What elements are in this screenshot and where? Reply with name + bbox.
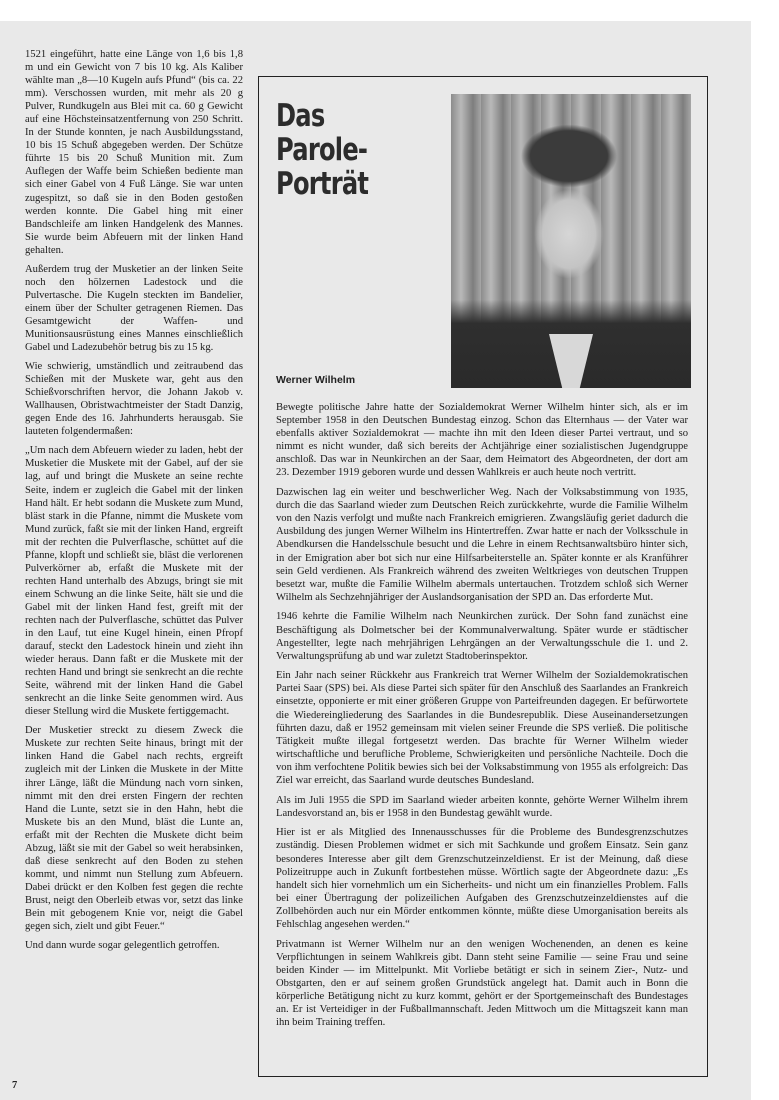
magazine-page xyxy=(0,21,751,1100)
paragraph: Außerdem trug der Musketier an der linken Seite noch den hölzernen Ladestock und die Pulvertasche. Die Kugeln steckten im Bandelier, einem über der Schulter getragenen Riemen. Das Gesamtgewicht der Waffen- und Munitionsausrüstung eines Mannes einschließlich Gabel und Ladezubehör betrug bis zu 15 kg. xyxy=(25,263,243,354)
paragraph: Der Musketier streckt zu diesem Zweck die Muskete zur rechten Seite hinaus, bringt mit der linken Hand die Gabel nach rechts, ergreift zugleich mit der Linken die Muskete in der Mitte ihrer Länge, läßt die Mündung nach vorn sinken, nimmt mit den drei ersten Fingern der rechten Hand die Lunte, setzt sie in den Hahn, hebt die Muskete bis an den Mund, bläst die Lunte an, erfaßt mit der Rechten die Muskete dicht beim Abzug, läßt sie mit der Gabel so weit herabsinken, daß diese senkrecht auf den Boden zu stehen kommt, und nimmt nun Stellung zum Abfeuern. Dabei drückt er den Kolben fest gegen die rechte Brust, neigt den Oberleib etwas vor, setzt das linke Bein mit gebogenem Knie vor, neigt die Gabel gegen sich, zielt und gibt Feuer.“ xyxy=(25,725,243,933)
title-line: Parole- xyxy=(276,132,368,168)
portrait-title xyxy=(276,99,368,201)
title-line: Das xyxy=(276,98,325,134)
paragraph: Und dann wurde sogar gelegentlich getroffen. xyxy=(25,940,220,952)
photo-caption: Werner Wilhelm xyxy=(276,374,356,386)
page-number: 7 xyxy=(12,1080,18,1091)
paragraph: 1521 eingeführt, hatte eine Länge von 1,6 bis 1,8 m und ein Gewicht von 7 bis 10 kg. Als Kaliber wählte man „8—10 Kugeln aufs Pfund“ (bis ca. 22 mm). Verschossen wurden, mit mehr als 20 g Pulver, Rundkugeln aus Blei mit ca. 60 g Gewicht auf eine Höchsteinsatzentfernung von 250 Schritt. In der Stunde konnten, je nach Ausbildungsstand, 10 bis 15 Schuß abgegeben werden. Der Schütze führte 15 bis 20 Schuß Munition mit. Zum Auflegen der Waffe beim Schießen bediente man sich einer Gabel von 4 Fuß Länge. Sie war unten zugespitzt, so daß sie in den Boden gestoßen werden konnte. Die Gabel hing mit einer Bandschleife am linken Handgelenk des Mannes. Sie wurde beim Abfeuern mit der linken Hand gehalten. xyxy=(25,49,243,256)
paragraph: Als im Juli 1955 die SPD im Saarland wieder arbeiten konnte, gehörte Werner Wilhelm ihrem Landesvorstand an, bis er 1958 in den Bundestag gewählt wurde. xyxy=(276,794,688,819)
paragraph: Privatmann ist Werner Wilhelm nur an den wenigen Wochenenden, an denen es keine Verpflichtungen in seinem Wahlkreis gibt. Dann steht seine Familie — seine Frau und seine beiden Kinder — im Mittelpunkt. Mit Vorliebe betätigt er sich in seinem Zier-, Nutz- und Obstgarten, den er auf seinem großen Grundstück angelegt hat. Damit auch in Bonn die körperliche Betätigung nicht zu kurz kommt, gehört er der Sportgemeinschaft des Bundestages an. Er ist Verteidiger in der Fußballmannschaft. Jeden Mittwoch um die Mittagszeit kann man ihn beim Training treffen. xyxy=(276,938,688,1029)
paragraph: Hier ist er als Mitglied des Innenausschusses für die Probleme des Bundesgrenzschutzes zuständig. Diesen Problemen widmet er sich mit Sachkunde und großem Einsatz. Sein ganz besonderes Interesse aber gilt dem Grenzschutzeinzeldienst. Er ist der Meinung, daß diese Polizeitruppe auch in Zukunft fortbestehen müsse. Wörtlich sagte der Abgeordnete dazu: „Es handelt sich hier vornehmlich um ein Sicherheits- und nicht um ein finanzielles Problem. Falls bei einer Übertragung der polizeilichen Aufgaben des Grenzschutzeinzeldienstes auf die Zollbehörden auch nur ein Mörder entkommen könnte, müßte diese Umorganisation bereits als Fehlschlag angesehen werden.“ xyxy=(276,827,688,930)
paragraph: 1946 kehrte die Familie Wilhelm nach Neunkirchen zurück. Der Sohn fand zunächst eine Beschäftigung als Dolmetscher bei der Kommunalverwaltung. Später wurde er städtischer Angestellter, legte nach mehrjährigen Lehrgängen an der Verwaltungsschule die 1. und 2. Verwaltungsprüfung ab und war zuletzt Stadtoberinspektor. xyxy=(276,611,688,662)
paragraph: „Um nach dem Abfeuern wieder zu laden, hebt der Musketier die Muskete mit der Gabel, auf der sie lag, auf und bringt die Muskete an seine rechte Seite, indem er zugleich die Gabel mit der linken Hand hält. Er hebt sodann die Muskete zum Mund, bläst stark in die Pfanne, nimmt die Muskete vom Mund zurück, faßt sie mit der linken Hand, ergreift mit der rechten die Pulverflasche, schüttet auf die Pfanne, klopft und schließt sie, bläst die verlorenen Pulverkörner ab, erfaßt die Muskete mit der rechten Hand unterhalb des Abzugs, bringt sie mit einem Schwung an die linke Seite, hält sie und die Gabel mit der linken Hand fest, greift mit der rechten nach der Pulverflasche, schüttet das Pulver in den Lauf, tut eine Kugel hinein, einen Pfropf darauf, steckt den Ladestock hinein und zieht ihn wieder heraus. Dann faßt er die Muskete mit der rechten Hand und bringt sie senkrecht an die rechte Seite, während mit der linken Hand die Gabel senkrecht an die linke Seite genommen wird. Aus dieser Stellung wird die Muskete fertiggemacht. xyxy=(25,445,243,718)
left-column-article xyxy=(25,48,243,958)
portrait-box xyxy=(258,76,708,1077)
paragraph: Ein Jahr nach seiner Rückkehr aus Frankreich trat Werner Wilhelm der Sozialdemokratischen Partei Saar (SPS) bei. Als diese Partei sich später für den Anschluß des Saarlandes an Frankreich einsetzte, opponierte er mit einer größeren Gruppe von Parteifreunden dagegen. Er befürwortete die Wiedereingliederung des Saarlandes in die Bundesrepublik. Diese Auseinandersetzungen führten dazu, daß er 1952 gemeinsam mit vielen seiner Freunde die SPS verließ. Die politische Tätigkeit mußte illegal fortgesetzt werden. Das brachte für Werner Wilhelm wieder wirtschaftliche und berufliche Probleme, Schwierigkeiten und persönliche Nachteile. Doch die von ihm verfochtene Politik bewies sich bei der Volksabstimmung von 1955 als erfolgreich: Das Ziel war erreicht, das Saarland wurde deutsches Bundesland. xyxy=(276,670,688,787)
shirt-collar-shape xyxy=(549,334,593,388)
portrait-photo xyxy=(451,94,691,388)
paragraph: Wie schwierig, umständlich und zeitraubend das Schießen mit der Muskete war, geht aus den Schießvorschriften hervor, die Johann Jakob v. Wallhausen, Obristwachtmeister der Stadt Danzig, gegen Ende des 16. Jahrhunderts herausgab. Sie lauteten folgendermaßen: xyxy=(25,361,243,438)
paragraph: Bewegte politische Jahre hatte der Sozialdemokrat Werner Wilhelm hinter sich, als er im September 1958 in den Deutschen Bundestag einzog. Schon das Elternhaus — der Vater war ebenfalls aktiver Sozialdemokrat — machte ihn mit den Ideen dieser Partei vertraut, und so nimmt es nicht wunder, daß sich bereits der Achtjährige einer sozialistischen Jugendgruppe anschloß. Das war in Neunkirchen an der Saar, dem Heimatort des Abgeordneten, der dort am 23. Dezember 1919 geboren wurde und dessen Wahlkreis er auch heute noch vertritt. xyxy=(276,402,688,479)
portrait-body-text xyxy=(276,401,688,1036)
title-line: Porträt xyxy=(276,166,369,202)
paragraph: Dazwischen lag ein weiter und beschwerlicher Weg. Nach der Volksabstimmung von 1935, durch die das Saarland wieder zum Deutschen Reich zurückkehrte, wurde die Familie Wilhelm von den Nazis verfolgt und mußte nach Frankreich emigrieren. Zwangsläufig geriet dadurch die Ausbildung des jungen Werner Wilhelm ins Hintertreffen. Zwar hatte er nach der Volksschule in Abendkursen die Handelsschule besucht und die Lehre in einem Rechtsanwaltsbüro hinter sich, in der Emigration aber bot sich nur eine Hilfsarbeiterstelle an. Später konnte er als Kranführer sein Geld verdienen. Als Frankreich während des zweiten Weltkrieges von deutschen Truppen besetzt war, mußte die Familie Wilhelm abermals untertauchen. Trotzdem schloß sich Werner Wilhelm als Sechzehnjähriger der Auslandsorganisation der SPD an. Das erforderte Mut. xyxy=(276,487,688,603)
